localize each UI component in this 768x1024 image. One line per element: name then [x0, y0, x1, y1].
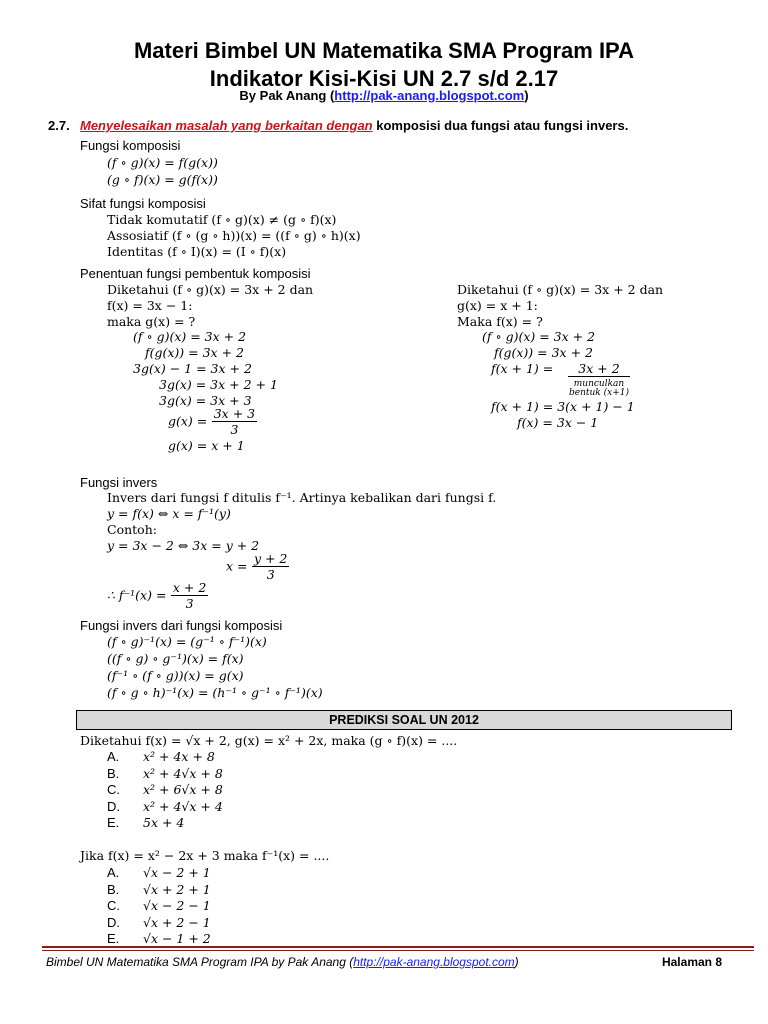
heading-invers-komposisi: Fungsi invers dari fungsi komposisi [80, 618, 283, 633]
q2-option-label: E. [107, 931, 120, 946]
q2-option-label: D. [107, 914, 120, 930]
right-brace-rhs: 3x + 2 [568, 361, 630, 377]
q2-option-text: √x − 2 + 1 [143, 865, 211, 880]
invers-desc: Invers dari fungsi f ditulis f⁻¹. Artinya kebalikan dari fungsi f. [107, 490, 497, 505]
q2-option-label: C. [107, 898, 120, 913]
left-frac-den: 3 [230, 422, 239, 437]
q1-option[interactable] [107, 781, 223, 799]
document-subtitle: Indikator Kisi-Kisi UN 2.7 s/d 2.17 [209, 66, 559, 91]
right-after-1: f(x + 1) = 3(x + 1) − 1 [491, 399, 635, 414]
invers-ex2 [226, 551, 289, 582]
left-frac-num: 3x + 3 [213, 406, 256, 421]
invers-ex3 [107, 580, 208, 611]
footer-rule-thin [42, 950, 754, 951]
left-intro-1: Diketahui (f ∘ g)(x) = 3x + 2 dan [107, 282, 314, 297]
q1-option[interactable] [107, 814, 184, 832]
invers-komposisi-line-4: (f ∘ g ∘ h)⁻¹(x) = (h⁻¹ ∘ g⁻¹ ∘ f⁻¹)(x) [107, 685, 323, 700]
question-2: Jika f(x) = x² − 2x + 3 maka f⁻¹(x) = .... [80, 848, 330, 863]
komposisi-line-2: (g ∘ f)(x) = g(f(x)) [107, 172, 218, 187]
left-intro-3: maka g(x) = ? [107, 314, 196, 329]
q2-option-label: B. [107, 881, 120, 897]
right-step-2: f(g(x)) = 3x + 2 [494, 345, 593, 360]
invers-ex3-lhs: ∴ f⁻¹(x) = [107, 587, 167, 603]
right-intro-1: Diketahui (f ∘ g)(x) = 3x + 2 dan [457, 282, 664, 297]
invers-komposisi-line-1: (f ∘ g)⁻¹(x) = (g⁻¹ ∘ f⁻¹)(x) [107, 634, 267, 649]
q1-option-label: E. [107, 815, 120, 830]
prediksi-box-title: PREDIKSI SOAL UN 2012 [76, 710, 732, 730]
sifat-line-2: Assosiatif (f ∘ (g ∘ h))(x) = ((f ∘ g) ∘ h)(x) [107, 228, 361, 243]
right-brace-group [568, 361, 630, 398]
q2-option[interactable] [107, 864, 211, 882]
left-last: g(x) = x + 1 [168, 438, 245, 453]
right-after-2: f(x) = 3x − 1 [517, 415, 599, 430]
q2-option-text: √x − 1 + 2 [143, 931, 211, 946]
q1-option-text: x² + 4√x + 4 [143, 798, 223, 814]
author-prefix: By Pak Anang ( [239, 88, 335, 103]
section-rest-text: komposisi dua fungsi atau fungsi invers. [372, 118, 629, 133]
q2-option-text: √x − 2 − 1 [143, 898, 211, 913]
author-line [0, 88, 768, 103]
sifat-line-3: Identitas (f ∘ I)(x) = (I ∘ f)(x) [107, 244, 287, 259]
invers-ex2-den: 3 [266, 567, 275, 582]
footer-link[interactable]: http://pak-anang.blogspot.com [353, 955, 515, 969]
left-intro-2: f(x) = 3x − 1: [107, 298, 193, 313]
right-step-1: (f ∘ g)(x) = 3x + 2 [482, 329, 596, 344]
q1-option-text: x² + 6√x + 8 [143, 782, 223, 797]
right-brace-note-2: bentuk (x+1) [569, 388, 629, 398]
q1-option[interactable] [107, 765, 223, 783]
q1-option-label: B. [107, 765, 120, 781]
section-number: 2.7. [48, 118, 70, 133]
q2-option[interactable] [107, 914, 211, 932]
right-brace-note-1: munculkan [573, 379, 625, 389]
invers-ex2-num: y + 2 [253, 551, 288, 566]
invers-ex3-den: 3 [185, 596, 194, 611]
q2-option-text: √x + 2 − 1 [143, 914, 211, 930]
q2-option-label: A. [107, 865, 120, 880]
invers-ex2-frac [252, 551, 289, 582]
q1-option-text: x² + 4x + 8 [143, 749, 215, 764]
heading-sifat: Sifat fungsi komposisi [80, 196, 206, 211]
footer-suffix: ) [514, 955, 519, 969]
q1-option-text: 5x + 4 [143, 815, 185, 830]
left-frac [212, 406, 257, 437]
q1-option[interactable] [107, 798, 223, 816]
footer-prefix: Bimbel UN Matematika SMA Program IPA by Pak Anang ( [46, 955, 354, 969]
heading-invers: Fungsi invers [80, 475, 158, 490]
q1-option[interactable] [107, 748, 215, 766]
heading-penentuan: Penentuan fungsi pembentuk komposisi [80, 266, 311, 281]
invers-komposisi-line-3: (f⁻¹ ∘ (f ∘ g))(x) = g(x) [107, 668, 244, 683]
left-frac-lhs: g(x) = [168, 413, 208, 429]
heading-fungsi-komposisi: Fungsi komposisi [80, 138, 181, 153]
invers-ex2-lhs: x = [226, 558, 248, 574]
section-red-text: Menyelesaikan masalah yang berkaitan dengan [80, 118, 373, 133]
q2-option[interactable] [107, 897, 211, 915]
sifat-line-1: Tidak komutatif (f ∘ g)(x) ≠ (g ∘ f)(x) [107, 212, 337, 227]
question-1: Diketahui f(x) = √x + 2, g(x) = x² + 2x, maka (g ∘ f)(x) = .... [80, 733, 458, 748]
q1-option-label: D. [107, 798, 120, 814]
q2-option-text: √x + 2 + 1 [143, 881, 211, 897]
left-step-1: (f ∘ g)(x) = 3x + 2 [133, 329, 247, 344]
right-intro-3: Maka f(x) = ? [457, 314, 543, 329]
author-suffix: ) [524, 88, 529, 103]
footer-rule-thick [42, 946, 754, 948]
document-title: Materi Bimbel UN Matematika SMA Program IPA [133, 38, 634, 63]
q2-option[interactable] [107, 881, 211, 899]
komposisi-line-1: (f ∘ g)(x) = f(g(x)) [107, 155, 218, 170]
left-step-4: 3g(x) = 3x + 2 + 1 [159, 377, 278, 392]
q1-option-text: x² + 4√x + 8 [143, 765, 223, 781]
footer-left [46, 955, 519, 969]
right-brace-lhs: f(x + 1) = [491, 361, 554, 376]
right-intro-2: g(x) = x + 1: [457, 298, 538, 313]
invers-rule: y = f(x) ⇔ x = f⁻¹(y) [107, 506, 231, 521]
footer-page-number: Halaman 8 [661, 955, 722, 969]
invers-contoh: Contoh: [107, 522, 157, 537]
author-link[interactable]: http://pak-anang.blogspot.com [334, 88, 525, 103]
left-step-3: 3g(x) − 1 = 3x + 2 [133, 361, 252, 376]
invers-ex3-num: x + 2 [172, 580, 207, 595]
invers-ex3-frac [171, 580, 208, 611]
left-step-5: 3g(x) = 3x + 3 [159, 393, 252, 408]
invers-ex1: y = 3x − 2 ⇔ 3x = y + 2 [107, 538, 260, 553]
q1-option-label: A. [107, 749, 120, 764]
left-step-2: f(g(x)) = 3x + 2 [145, 345, 244, 360]
left-fraction-step [168, 406, 257, 437]
q1-option-label: C. [107, 782, 120, 797]
invers-komposisi-line-2: ((f ∘ g) ∘ g⁻¹)(x) = f(x) [107, 651, 244, 666]
section-heading [48, 118, 628, 133]
